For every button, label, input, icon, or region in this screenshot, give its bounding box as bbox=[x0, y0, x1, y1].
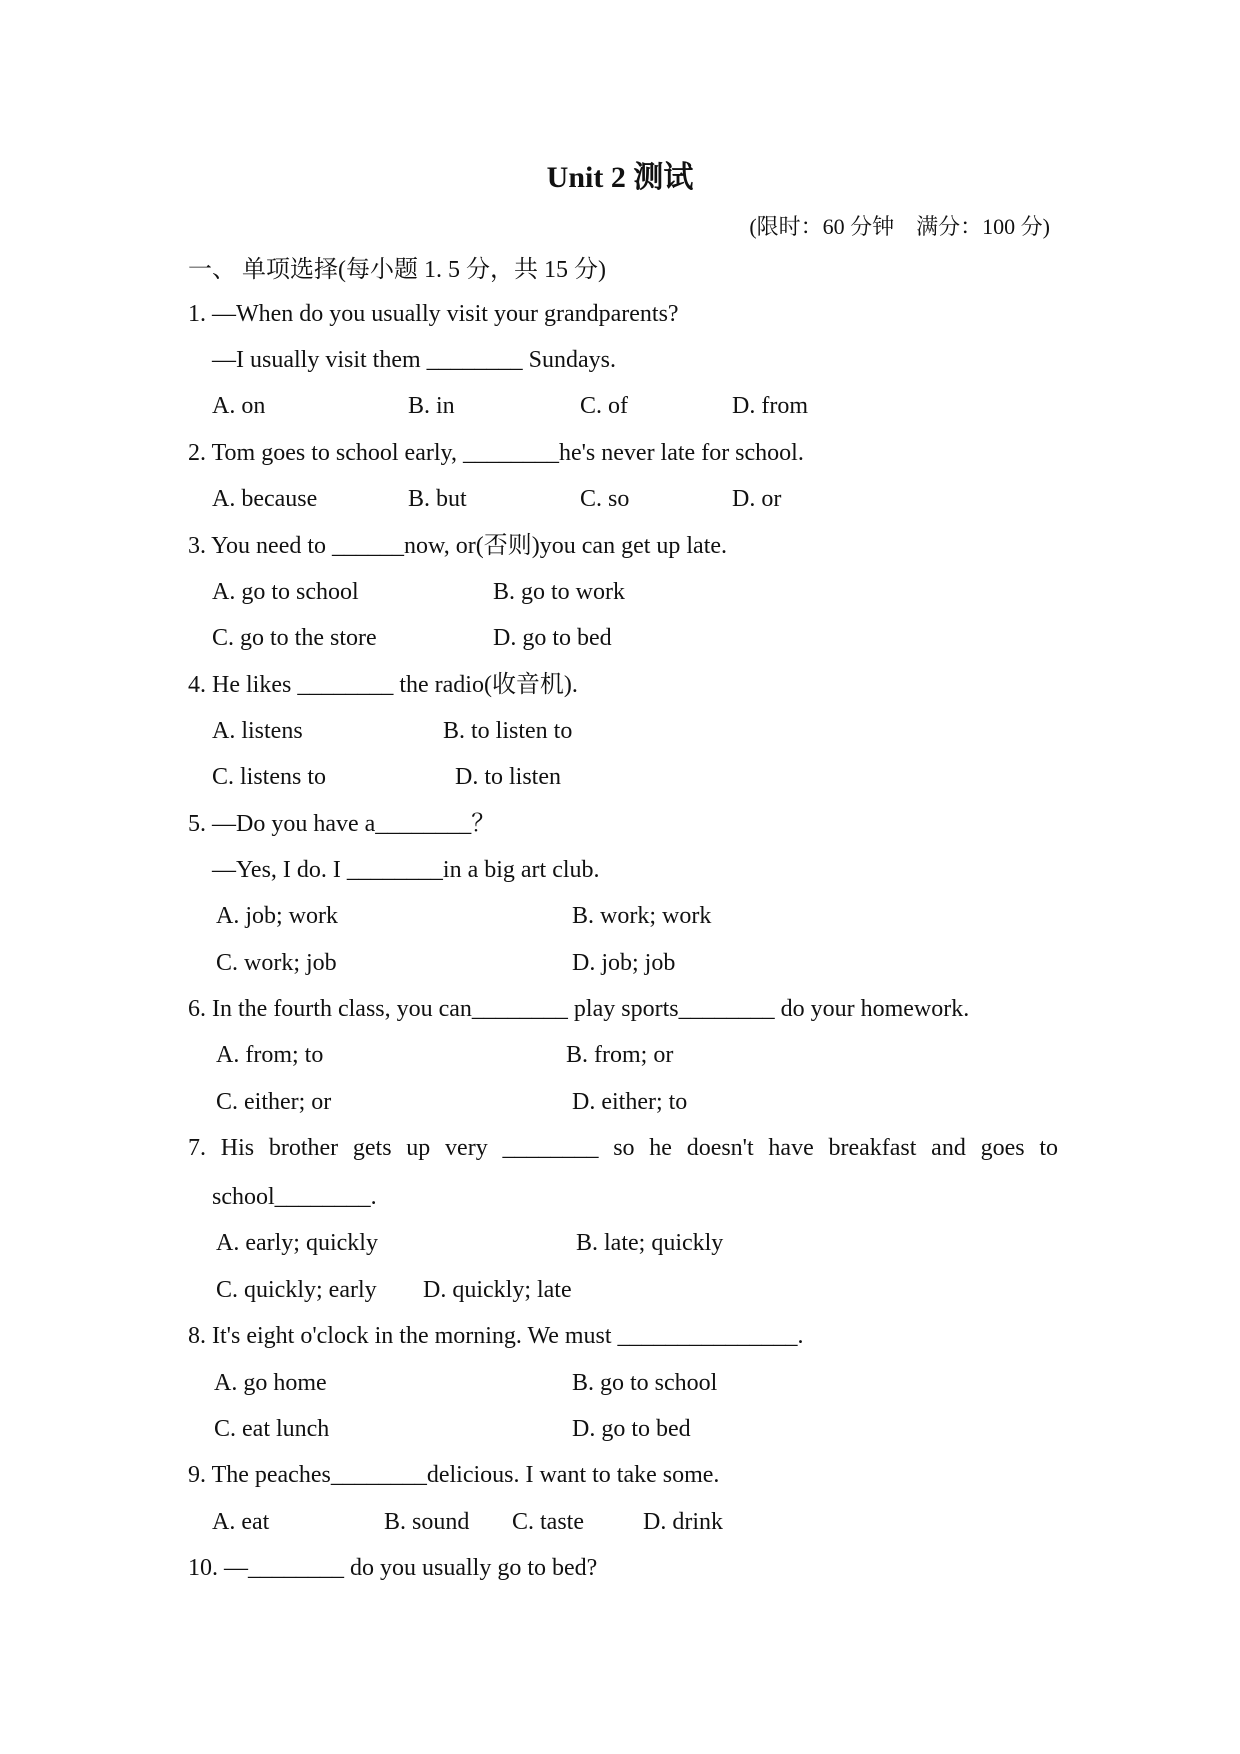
question-6-text: 6. In the fourth class, you can________ play sports________ do your homework. bbox=[188, 996, 970, 1022]
question-9-option-a: A. eat bbox=[212, 1509, 270, 1535]
question-5-text: 5. —Do you have a________？ bbox=[188, 811, 496, 837]
question-6-option-a: A. from; to bbox=[216, 1042, 324, 1068]
question-9-option-b: B. sound bbox=[384, 1509, 470, 1535]
question-9-option-c: C. taste bbox=[512, 1509, 584, 1535]
question-7-option-a: A. early; quickly bbox=[216, 1230, 378, 1256]
question-8-option-a: A. go home bbox=[214, 1370, 327, 1396]
question-4-option-c: C. listens to bbox=[212, 764, 327, 790]
question-6-option-b: B. from; or bbox=[566, 1042, 674, 1068]
time-score-limit: (限时：60 分钟 满分：100 分) bbox=[749, 214, 1050, 239]
question-6-option-d: D. either; to bbox=[572, 1089, 688, 1115]
question-1-option-b: B. in bbox=[408, 393, 455, 419]
section-heading: 一、 单项选择(每小题 1. 5 分，共 15 分) bbox=[188, 257, 606, 283]
question-6-option-c: C. either; or bbox=[216, 1089, 332, 1115]
question-4-option-a: A. listens bbox=[212, 718, 303, 744]
question-4-text: 4. He likes ________ the radio(收音机). bbox=[188, 672, 578, 698]
question-7-option-c: C. quickly; early bbox=[216, 1277, 377, 1303]
question-1-option-c: C. of bbox=[580, 393, 628, 419]
question-9-option-d: D. drink bbox=[643, 1509, 723, 1535]
question-8-option-d: D. go to bed bbox=[572, 1416, 691, 1442]
question-2-text: 2. Tom goes to school early, ________he's never late for school. bbox=[188, 440, 804, 466]
question-8-option-c: C. eat lunch bbox=[214, 1416, 330, 1442]
question-1-text: 1. —When do you usually visit your grandparents? bbox=[188, 301, 679, 327]
question-3-option-a: A. go to school bbox=[212, 579, 359, 605]
question-1-response: —I usually visit them ________ Sundays. bbox=[212, 347, 616, 373]
question-7-text: 7. His brother gets up very ________ so he doesn't have breakfast and goes to bbox=[188, 1135, 1058, 1161]
question-5-option-a: A. job; work bbox=[216, 903, 338, 929]
question-7-option-b: B. late; quickly bbox=[576, 1230, 724, 1256]
question-5-option-d: D. job; job bbox=[572, 950, 676, 976]
question-7-continuation: school________. bbox=[212, 1184, 377, 1210]
question-2-option-c: C. so bbox=[580, 486, 630, 512]
question-2-option-d: D. or bbox=[732, 486, 782, 512]
question-2-option-b: B. but bbox=[408, 486, 467, 512]
question-8-option-b: B. go to school bbox=[572, 1370, 718, 1396]
question-3-option-b: B. go to work bbox=[493, 579, 625, 605]
question-8-text: 8. It's eight o'clock in the morning. We must _______________. bbox=[188, 1323, 804, 1349]
question-5-option-c: C. work; job bbox=[216, 950, 337, 976]
question-3-text: 3. You need to ______now, or(否则)you can get up late. bbox=[188, 533, 728, 559]
question-4-option-b: B. to listen to bbox=[443, 718, 573, 744]
question-7-option-d: D. quickly; late bbox=[423, 1277, 572, 1303]
question-10-text: 10. —________ do you usually go to bed? bbox=[188, 1555, 598, 1581]
question-3-option-c: C. go to the store bbox=[212, 625, 377, 651]
question-5-option-b: B. work; work bbox=[572, 903, 712, 929]
question-1-option-a: A. on bbox=[212, 393, 266, 419]
question-4-option-d: D. to listen bbox=[455, 764, 561, 790]
question-1-option-d: D. from bbox=[732, 393, 808, 419]
question-3-option-d: D. go to bed bbox=[493, 625, 612, 651]
page-title: Unit 2 测试 bbox=[546, 161, 694, 194]
question-5-response: —Yes, I do. I ________in a big art club. bbox=[212, 857, 600, 883]
question-2-option-a: A. because bbox=[212, 486, 318, 512]
question-9-text: 9. The peaches________delicious. I want to take some. bbox=[188, 1462, 720, 1488]
